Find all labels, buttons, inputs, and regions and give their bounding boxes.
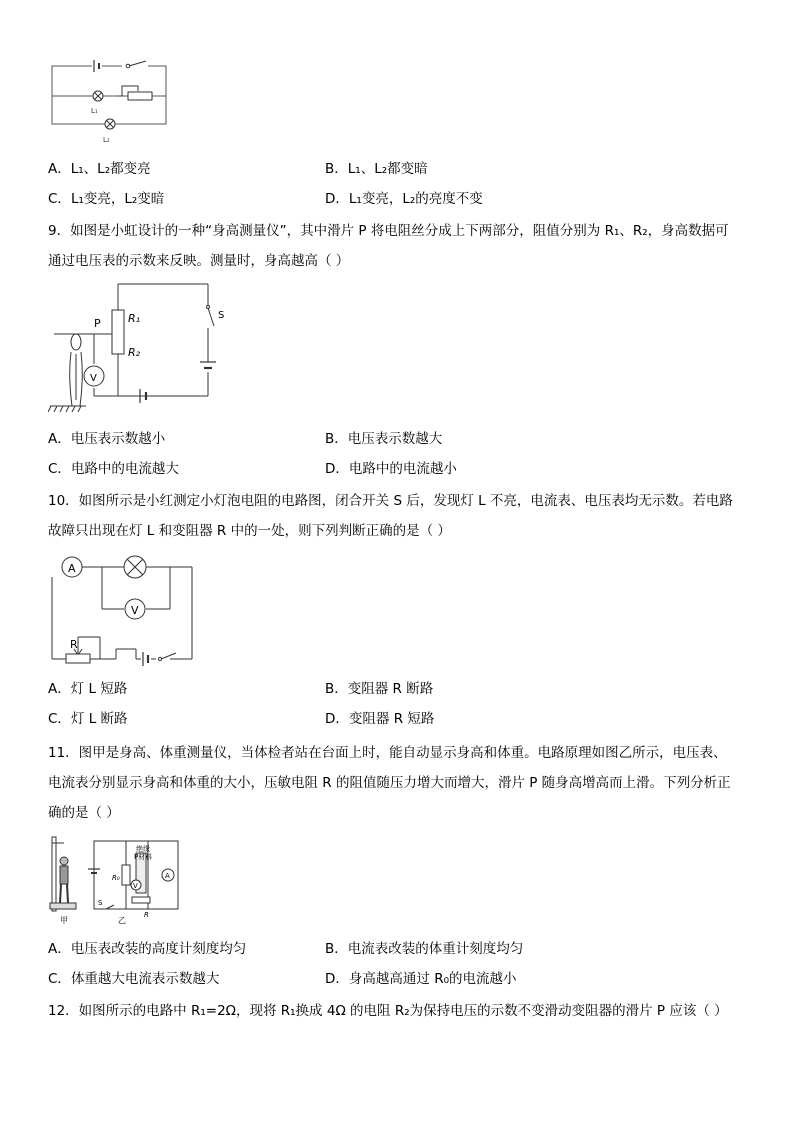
lamp-l — [124, 556, 146, 578]
svg-text:P: P — [94, 317, 101, 330]
q10-option-d[interactable]: D．变阻器 R 短路 — [325, 711, 435, 727]
q8-circuit-figure — [48, 58, 172, 150]
q11-option-d[interactable]: D．身高越高通过 R₀的电流越小 — [325, 971, 517, 987]
lamp-l2 — [105, 119, 115, 129]
svg-text:A: A — [165, 872, 170, 880]
q8-option-d[interactable]: D．L₁变亮，L₂的亮度不变 — [325, 191, 483, 207]
switch-symbol — [122, 61, 148, 70]
q8-option-a[interactable]: A．L₁、L₂都变亮 — [48, 161, 151, 177]
q11-option-b[interactable]: B．电流表改装的体重计刻度均匀 — [325, 941, 524, 957]
q11-measurement-figure — [48, 835, 183, 927]
battery-symbol — [92, 60, 102, 72]
svg-text:S: S — [98, 899, 103, 907]
svg-text:绝缘: 绝缘 — [136, 845, 150, 853]
q10-circuit-figure — [48, 553, 198, 667]
q9-question-line2: 通过电压表的示数来反映。测量时，身高越高（ ） — [48, 253, 350, 269]
switch-s — [207, 306, 225, 327]
q10-question-line2: 故障只出现在灯 L 和变阻器 R 中的一处，则下列判断正确的是（ ） — [48, 523, 451, 539]
figure-jia-scale — [50, 837, 76, 925]
voltmeter — [131, 880, 141, 890]
label-l1: L₁ — [91, 107, 98, 115]
svg-text:V: V — [131, 604, 139, 617]
q10-option-b[interactable]: B．变阻器 R 断路 — [325, 681, 434, 697]
q9-height-meter-figure — [48, 282, 228, 414]
svg-text:V: V — [133, 882, 138, 890]
q12-question-line1: 12．如图所示的电路中 R₁=2Ω，现将 R₁换成 4Ω 的电阻 R₂为保持电压的示数不变滑动变阻器的滑片 P 应该（ ） — [48, 1003, 728, 1019]
switch-s — [98, 899, 114, 909]
q9-option-c[interactable]: C．电路中的电流越大 — [48, 461, 179, 477]
voltmeter — [84, 366, 104, 386]
q9-option-a[interactable]: A．电压表示数越小 — [48, 431, 166, 447]
ammeter — [62, 557, 82, 577]
q10-option-a[interactable]: A．灯 L 短路 — [48, 681, 128, 697]
q10-question-line1: 10．如图所示是小红测定小灯泡电阻的电路图，闭合开关 S 后，发现灯 L 不亮，电流表、电压表均无示数。若电路 — [48, 493, 733, 509]
q11-question-line3: 确的是（ ） — [48, 805, 120, 821]
q10-option-c[interactable]: C．灯 L 断路 — [48, 711, 128, 727]
q9-option-b[interactable]: B．电压表示数越大 — [325, 431, 443, 447]
rheostat — [118, 86, 152, 100]
battery-right — [200, 362, 216, 368]
q8-option-b[interactable]: B．L₁、L₂都变暗 — [325, 161, 428, 177]
label-l2: L₂ — [103, 136, 110, 144]
svg-text:P材料: P材料 — [134, 853, 153, 861]
svg-text:R₀: R₀ — [112, 874, 120, 882]
svg-text:A: A — [68, 562, 76, 575]
svg-text:甲: 甲 — [60, 916, 68, 925]
svg-text:R: R — [70, 638, 78, 651]
q9-option-d[interactable]: D．电路中的电流越小 — [325, 461, 457, 477]
svg-text:V: V — [90, 373, 97, 384]
q11-question-line2: 电流表分别显示身高和体重的大小，压敏电阻 R 的阻值随压力增大而增大，滑片 P 随身高增高而上滑。下列分析正 — [48, 775, 731, 791]
switch — [156, 653, 192, 661]
q11-option-c[interactable]: C．体重越大电流表示数越大 — [48, 971, 220, 987]
q11-question-line1: 11．图甲是身高、体重测量仪，当体检者站在台面上时，能自动显示身高和体重。电路原理如图乙所示，电压表、 — [48, 745, 727, 761]
resistor-r0 — [112, 865, 130, 885]
q8-option-c[interactable]: C．L₁变亮，L₂变暗 — [48, 191, 165, 207]
svg-text:S: S — [218, 310, 225, 321]
svg-text:R₁: R₁ — [128, 312, 141, 325]
svg-text:R: R — [144, 911, 149, 919]
voltmeter — [125, 599, 145, 619]
lamp-l1 — [93, 91, 103, 101]
svg-text:乙: 乙 — [118, 916, 126, 925]
q9-question-line1: 9．如图是小虹设计的一种“身高测量仪”，其中滑片 P 将电阻丝分成上下两部分，阻值分别为 R₁、R₂，身高数据可 — [48, 223, 729, 239]
ammeter — [162, 869, 174, 881]
svg-text:R₂: R₂ — [128, 346, 141, 359]
pressure-resistor-r — [132, 897, 150, 919]
q11-option-a[interactable]: A．电压表改装的高度计刻度均匀 — [48, 941, 247, 957]
battery — [141, 651, 151, 667]
